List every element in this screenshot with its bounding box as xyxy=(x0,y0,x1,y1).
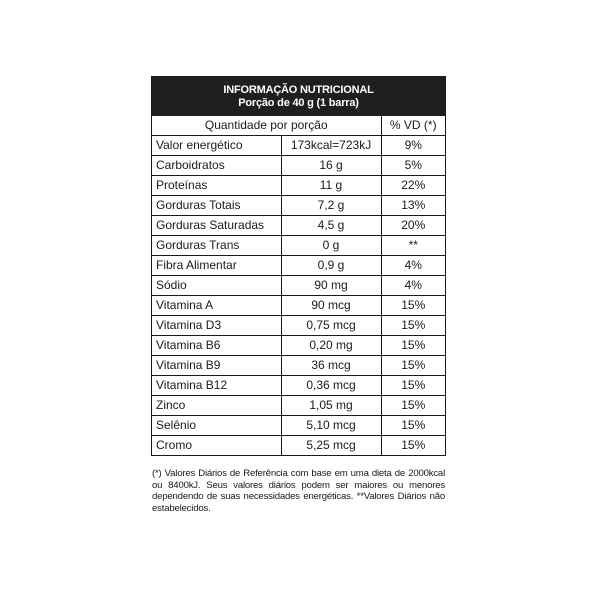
nutrient-quantity: 36 mcg xyxy=(281,356,381,376)
table-row xyxy=(152,416,445,436)
nutrient-name: Fibra Alimentar xyxy=(152,256,281,276)
nutrient-name: Carboidratos xyxy=(152,156,281,176)
table-row xyxy=(152,336,445,356)
nutrition-table xyxy=(152,116,445,455)
nutrient-name: Vitamina B6 xyxy=(152,336,281,356)
table-row xyxy=(152,356,445,376)
nutrient-daily-value: 15% xyxy=(381,416,445,436)
nutrient-daily-value: 15% xyxy=(381,356,445,376)
nutrient-daily-value: 9% xyxy=(381,136,445,156)
table-row xyxy=(152,216,445,236)
nutrient-daily-value: 15% xyxy=(381,376,445,396)
nutrient-quantity: 5,25 mcg xyxy=(281,436,381,456)
quantity-column-header: Quantidade por porção xyxy=(152,116,381,136)
nutrient-name: Vitamina B9 xyxy=(152,356,281,376)
nutrient-quantity: 7,2 g xyxy=(281,196,381,216)
table-row xyxy=(152,136,445,156)
table-header-row xyxy=(152,116,445,136)
nutrient-daily-value: 4% xyxy=(381,256,445,276)
nutrient-quantity: 4,5 g xyxy=(281,216,381,236)
nutrient-daily-value: 15% xyxy=(381,396,445,416)
nutrient-name: Cromo xyxy=(152,436,281,456)
nutrient-quantity: 1,05 mg xyxy=(281,396,381,416)
nutrient-name: Gorduras Saturadas xyxy=(152,216,281,236)
nutrient-daily-value: 15% xyxy=(381,336,445,356)
nutrient-daily-value: 15% xyxy=(381,436,445,456)
nutrient-daily-value: ** xyxy=(381,236,445,256)
nutrient-name: Gorduras Totais xyxy=(152,196,281,216)
nutrient-name: Zinco xyxy=(152,396,281,416)
table-row xyxy=(152,296,445,316)
nutrient-quantity: 0 g xyxy=(281,236,381,256)
label-header xyxy=(152,77,445,116)
table-row xyxy=(152,396,445,416)
table-row xyxy=(152,276,445,296)
nutrient-quantity: 173kcal=723kJ xyxy=(281,136,381,156)
nutrient-quantity: 0,75 mcg xyxy=(281,316,381,336)
daily-values-footnote: (*) Valores Diários de Referência com base em uma dieta de 2000kcal ou 8400kJ. Seus valores diários podem ser maiores ou menores dependendo de suas necessidades energéticas. **Valores Diários não estabelecidos. xyxy=(152,468,445,514)
table-row xyxy=(152,256,445,276)
nutrient-quantity: 0,9 g xyxy=(281,256,381,276)
nutrient-name: Proteínas xyxy=(152,176,281,196)
nutrient-quantity: 11 g xyxy=(281,176,381,196)
label-title: INFORMAÇÃO NUTRICIONAL xyxy=(223,83,374,96)
nutrient-daily-value: 22% xyxy=(381,176,445,196)
nutrient-name: Vitamina B12 xyxy=(152,376,281,396)
nutrient-name: Valor energético xyxy=(152,136,281,156)
nutrient-name: Selênio xyxy=(152,416,281,436)
nutrient-daily-value: 5% xyxy=(381,156,445,176)
nutrient-daily-value: 15% xyxy=(381,296,445,316)
table-row xyxy=(152,236,445,256)
portion-size: Porção de 40 g (1 barra) xyxy=(238,96,359,109)
nutrient-daily-value: 20% xyxy=(381,216,445,236)
nutrient-quantity: 16 g xyxy=(281,156,381,176)
nutrient-quantity: 90 mg xyxy=(281,276,381,296)
nutrient-name: Vitamina A xyxy=(152,296,281,316)
table-row xyxy=(152,316,445,336)
nutrient-quantity: 5,10 mcg xyxy=(281,416,381,436)
nutrient-name: Vitamina D3 xyxy=(152,316,281,336)
table-row xyxy=(152,436,445,456)
nutrient-daily-value: 4% xyxy=(381,276,445,296)
nutrient-quantity: 90 mcg xyxy=(281,296,381,316)
table-row xyxy=(152,156,445,176)
nutrient-daily-value: 15% xyxy=(381,316,445,336)
nutrient-quantity: 0,20 mg xyxy=(281,336,381,356)
nutrient-name: Sódio xyxy=(152,276,281,296)
nutrient-quantity: 0,36 mcg xyxy=(281,376,381,396)
vd-column-header: % VD (*) xyxy=(381,116,445,136)
nutrient-name: Gorduras Trans xyxy=(152,236,281,256)
nutrition-facts-label xyxy=(151,76,446,456)
nutrient-daily-value: 13% xyxy=(381,196,445,216)
table-row xyxy=(152,376,445,396)
table-row xyxy=(152,196,445,216)
table-row xyxy=(152,176,445,196)
nutrition-table-body xyxy=(152,136,445,456)
